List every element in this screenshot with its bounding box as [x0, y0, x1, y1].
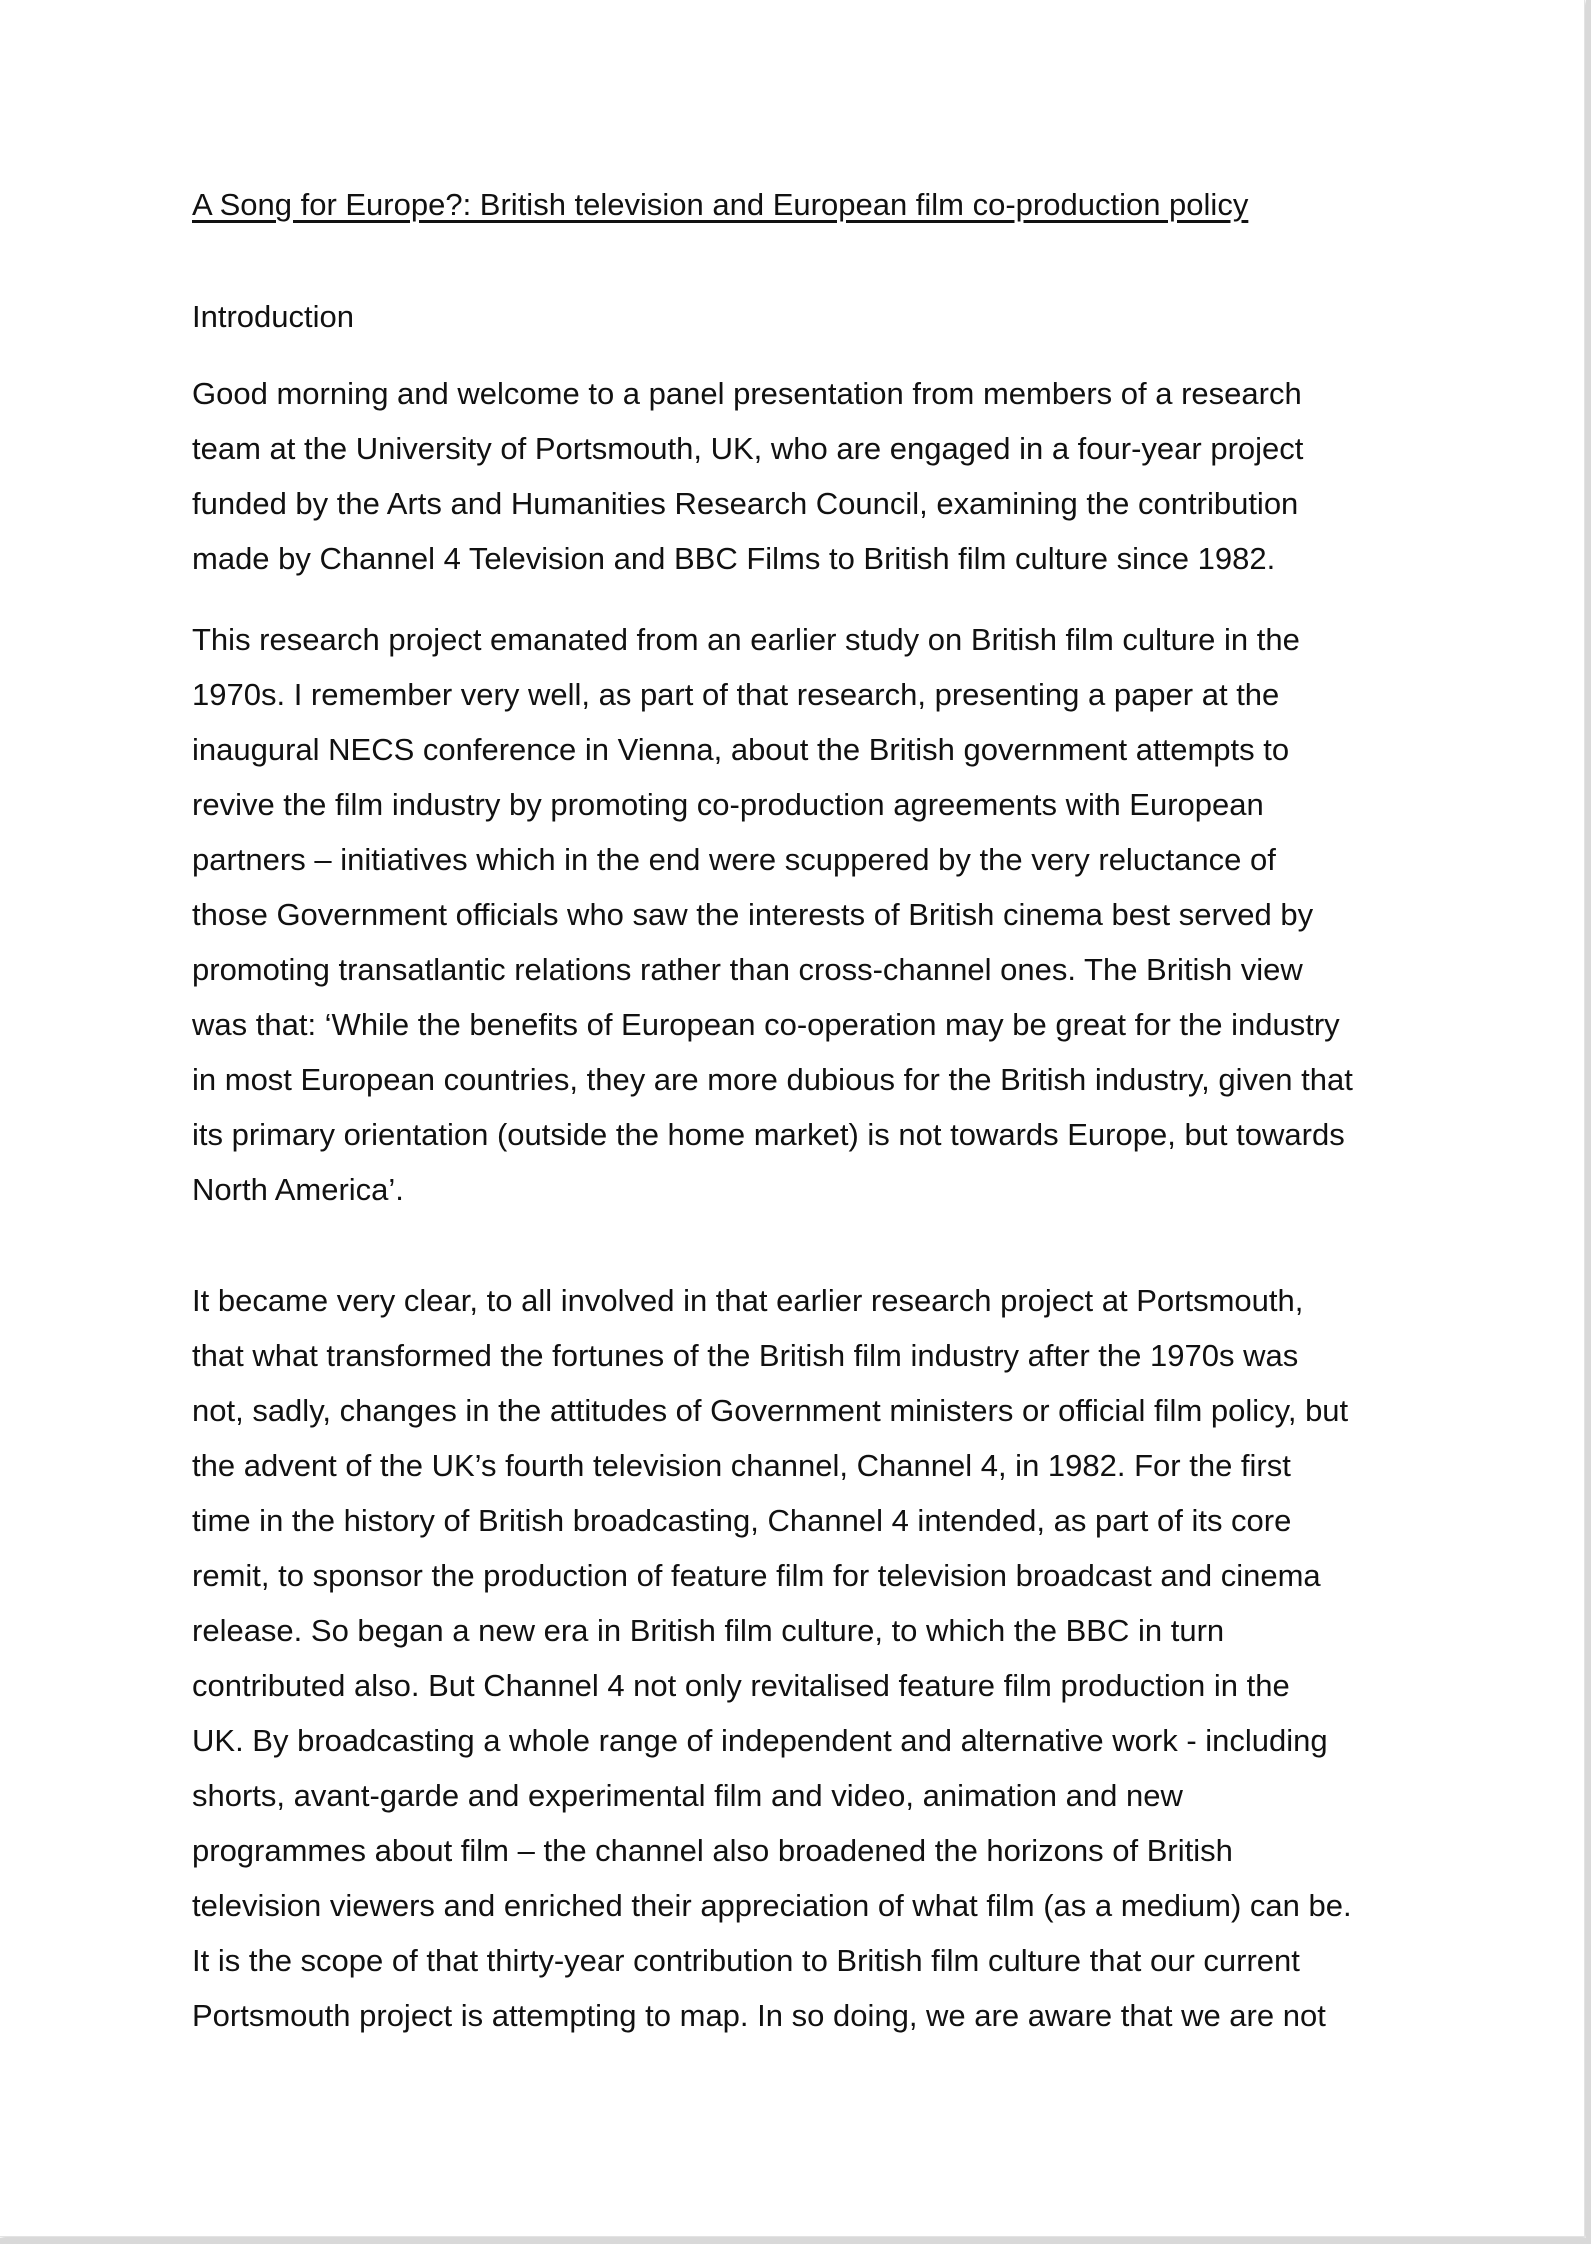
paragraph-line: 1970s. I remember very well, as part of that research, presenting a paper at the [192, 677, 1280, 712]
paragraph-line: its primary orientation (outside the home market) is not towards Europe, but towards [192, 1117, 1345, 1152]
paragraph-2 [192, 612, 1422, 1217]
paragraph-line: release. So began a new era in British film culture, to which the BBC in turn [192, 1613, 1225, 1648]
paragraph-line: that what transformed the fortunes of the British film industry after the 1970s was [192, 1338, 1299, 1373]
paragraph-line: contributed also. But Channel 4 not only revitalised feature film production in the [192, 1668, 1290, 1703]
document-body [192, 180, 1422, 2069]
paragraph-line: inaugural NECS conference in Vienna, about the British government attempts to [192, 732, 1290, 767]
paragraph-line: those Government officials who saw the interests of British cinema best served by [192, 897, 1314, 932]
paragraph-line: partners – initiatives which in the end were scuppered by the very reluctance of [192, 842, 1276, 877]
page-edge-bottom [0, 2238, 1591, 2244]
paragraph-line: remit, to sponsor the production of feature film for television broadcast and cinema [192, 1558, 1321, 1593]
document-title: A Song for Europe?: British television and European film co-production policy [192, 187, 1249, 222]
paragraph-line: It became very clear, to all involved in that earlier research project at Portsmouth, [192, 1283, 1304, 1318]
paragraph-line: UK. By broadcasting a whole range of independent and alternative work - including [192, 1723, 1328, 1758]
paragraph-line: made by Channel 4 Television and BBC Films to British film culture since 1982. [192, 541, 1276, 576]
paragraph-line: time in the history of British broadcasting, Channel 4 intended, as part of its core [192, 1503, 1292, 1538]
paragraph-line: not, sadly, changes in the attitudes of Government ministers or official film policy, but [192, 1393, 1349, 1428]
paragraph-1 [192, 366, 1422, 586]
paragraph-line: promoting transatlantic relations rather than cross-channel ones. The British view [192, 952, 1303, 987]
section-heading: Introduction [192, 299, 354, 334]
paragraph-line: Portsmouth project is attempting to map. In so doing, we are aware that we are not [192, 1998, 1326, 2033]
page-edge-right [1586, 0, 1591, 2244]
paragraph-line: in most European countries, they are more dubious for the British industry, given that [192, 1062, 1353, 1097]
paragraph-line: programmes about film – the channel also broadened the horizons of British [192, 1833, 1233, 1868]
paragraph-line: shorts, avant-garde and experimental film and video, animation and new [192, 1778, 1183, 1813]
paragraph-line: television viewers and enriched their appreciation of what film (as a medium) can be. [192, 1888, 1352, 1923]
paragraph-line: This research project emanated from an earlier study on British film culture in the [192, 622, 1300, 657]
paragraph-line: the advent of the UK’s fourth television channel, Channel 4, in 1982. For the first [192, 1448, 1291, 1483]
paragraph-line: funded by the Arts and Humanities Research Council, examining the contribution [192, 486, 1299, 521]
paragraph-line: It is the scope of that thirty-year contribution to British film culture that our current [192, 1943, 1300, 1978]
paragraph-line: was that: ‘While the benefits of European co-operation may be great for the industry [192, 1007, 1340, 1042]
paragraph-line: North America’. [192, 1172, 404, 1207]
paragraph-line: Good morning and welcome to a panel presentation from members of a research [192, 376, 1302, 411]
paragraph-line: revive the film industry by promoting co-production agreements with European [192, 787, 1264, 822]
paragraph-line: team at the University of Portsmouth, UK, who are engaged in a four-year project [192, 431, 1304, 466]
paragraph-3 [192, 1273, 1422, 2043]
